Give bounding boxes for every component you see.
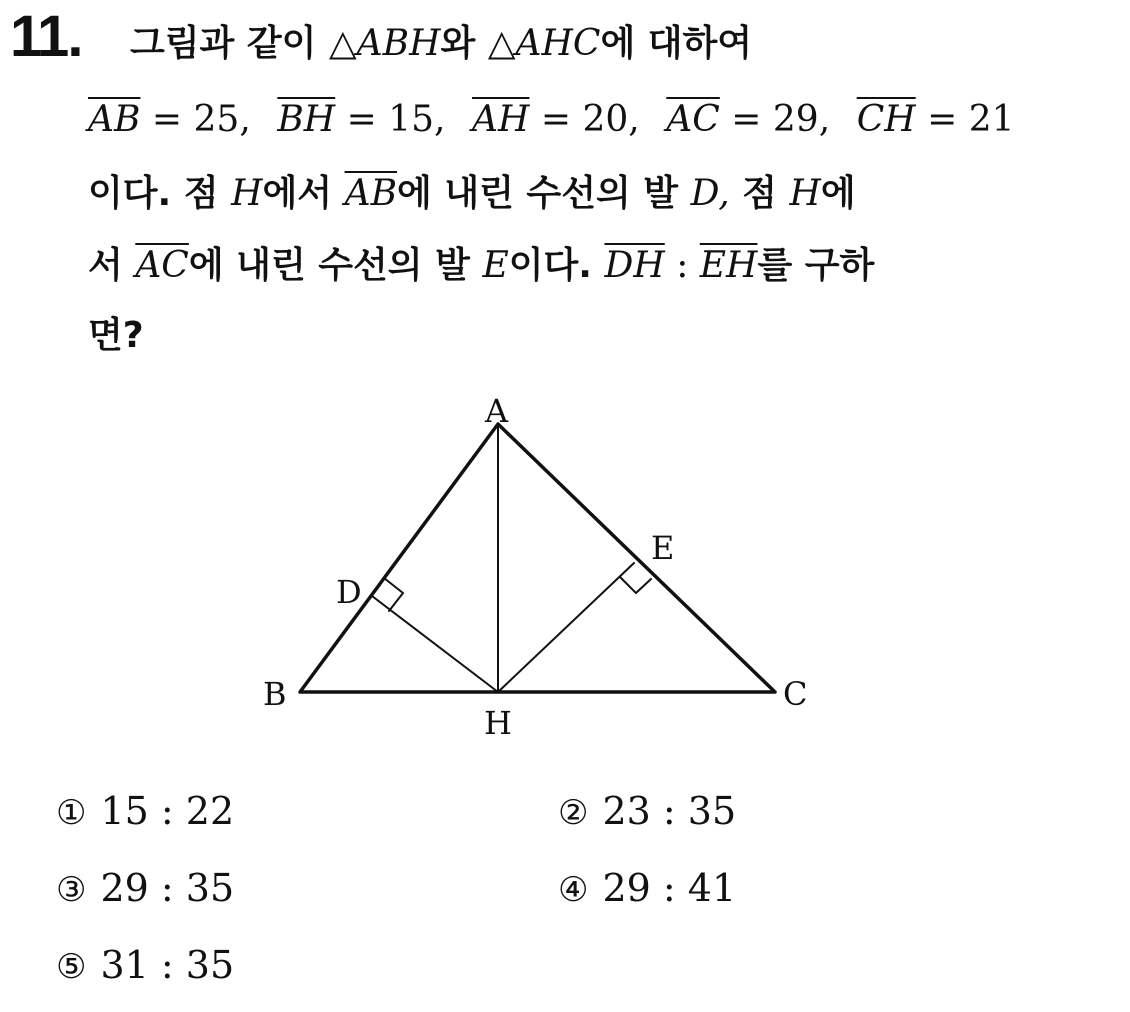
label-b: B	[263, 675, 287, 713]
text-segment: 에 내린 수선의 발	[397, 173, 691, 214]
choice-mark: ④	[558, 870, 589, 910]
point-e: E	[482, 245, 509, 286]
segment-ab: $\overline{AB}$	[88, 99, 141, 140]
label-d: D	[336, 573, 362, 611]
segment-value: = 25,	[140, 99, 251, 140]
text-segment: 점	[729, 173, 790, 214]
text-segment: 와	[440, 23, 488, 64]
ratio-colon: :	[664, 245, 700, 286]
segment-eh: $\overline{EH}$	[699, 245, 758, 286]
perpendicular-hd	[372, 596, 498, 692]
label-e: E	[651, 529, 675, 567]
choice-mark: ⑤	[56, 947, 87, 987]
triangle-abc	[300, 424, 775, 692]
choice-mark: ①	[56, 793, 87, 833]
right-angle-marker-e	[620, 577, 651, 593]
choice-2[interactable]	[558, 789, 737, 833]
choice-4[interactable]	[558, 866, 737, 910]
point-h: H	[789, 173, 821, 214]
label-c: C	[783, 675, 808, 713]
text-segment: 서	[88, 245, 136, 286]
text-segment: 이다.	[508, 245, 605, 286]
text-segment: 에 대하여	[600, 23, 753, 64]
segment-value: = 21	[915, 99, 1015, 140]
text-segment: 그림과 같이	[130, 23, 329, 64]
choice-5[interactable]	[56, 943, 235, 987]
choice-mark: ③	[56, 870, 87, 910]
triangle-ahc: △AHC	[487, 23, 601, 64]
choice-text: 15 : 22	[100, 789, 235, 833]
segment-value: = 29,	[719, 99, 831, 140]
choice-3[interactable]	[56, 866, 235, 910]
segment-ah: $\overline{AH}$	[472, 99, 530, 140]
text-segment: 를 구하	[757, 245, 875, 286]
point-h: H	[231, 173, 263, 214]
text-segment: 에 내린 수선의 발	[188, 245, 483, 286]
choice-text: 23 : 35	[602, 789, 737, 833]
text-segment: 면?	[88, 315, 144, 356]
point-d: D,	[690, 173, 730, 214]
segment-ch: $\overline{CH}$	[856, 99, 916, 140]
segment-value: = 15,	[335, 99, 446, 140]
choice-1[interactable]	[56, 789, 235, 833]
text-segment: 에	[820, 173, 856, 214]
right-angle-marker-d	[384, 578, 403, 611]
segment-ac: $\overline{AC}$	[135, 245, 189, 286]
text-segment: 이다. 점	[88, 173, 232, 214]
label-a: A	[485, 392, 509, 430]
choice-text: 29 : 41	[602, 866, 737, 910]
triangle-abh: △ABH	[328, 23, 441, 64]
perpendicular-he	[498, 563, 634, 692]
segment-dh: $\overline{DH}$	[604, 245, 665, 286]
segment-ab: $\overline{AB}$	[344, 173, 398, 214]
choice-text: 29 : 35	[100, 866, 235, 910]
choice-text: 31 : 35	[100, 943, 235, 987]
segment-value: = 20,	[529, 99, 640, 140]
segment-ac: $\overline{AC}$	[666, 99, 720, 140]
segment-bh: $\overline{BH}$	[277, 99, 336, 140]
text-segment: 에서	[262, 173, 345, 214]
problem-number: 11.	[10, 4, 82, 69]
label-h: H	[484, 704, 512, 742]
choice-mark: ②	[558, 793, 589, 833]
